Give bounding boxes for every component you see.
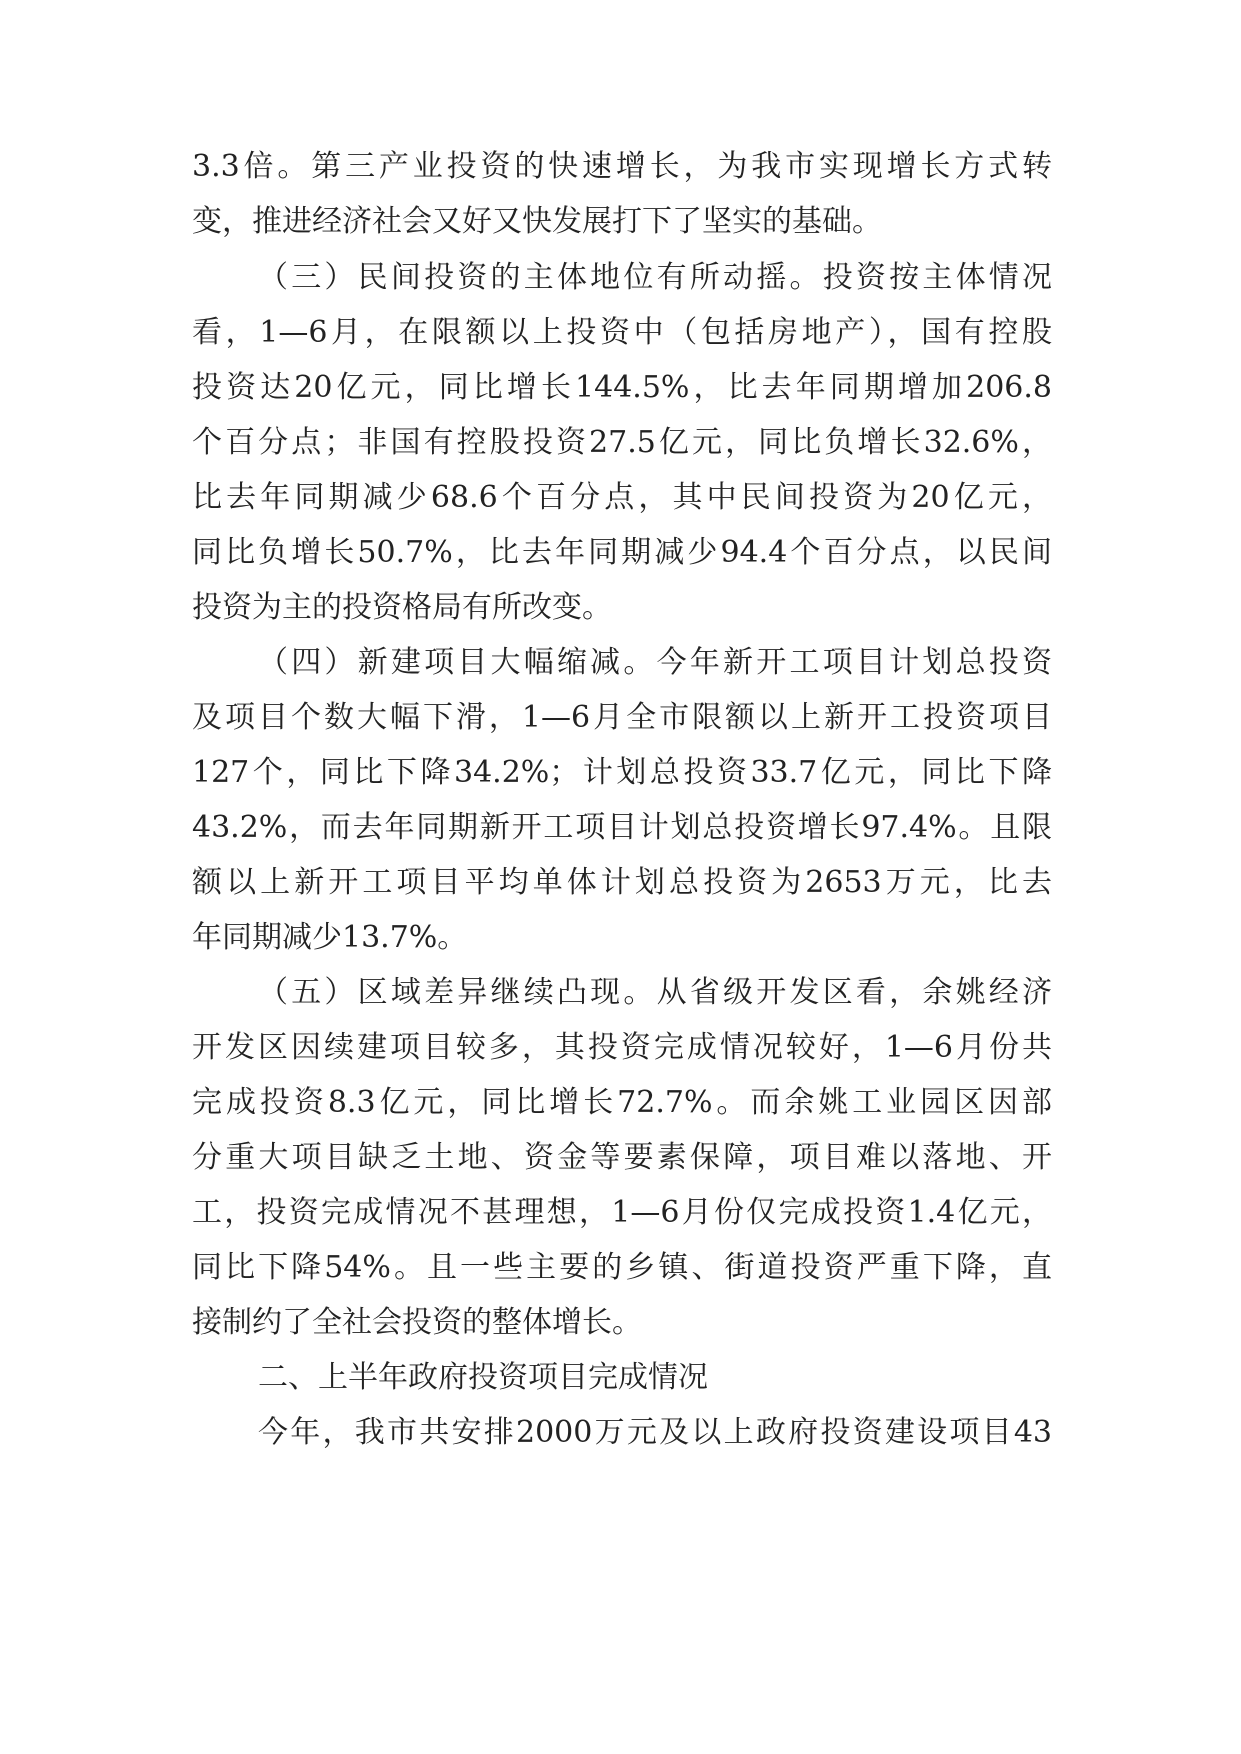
text-line: 额以上新开工项目平均单体计划总投资为2653万元，比去 (192, 865, 1052, 900)
text-line: 看，1—6月，在限额以上投资中（包括房地产），国有控股 (192, 315, 1052, 350)
text-line: 个百分点；非国有控股投资27.5亿元，同比负增长32.6%， (192, 425, 1052, 460)
text-line: 比去年同期减少68.6个百分点，其中民间投资为20亿元， (192, 480, 1052, 515)
section-heading-line: （五）区域差异继续凸现。从省级开发区看，余姚经济 (258, 975, 1052, 1010)
text-line: 分重大项目缺乏土地、资金等要素保障，项目难以落地、开 (192, 1140, 1052, 1175)
text-line: 今年，我市共安排2000万元及以上政府投资建设项目43 (258, 1415, 1052, 1450)
section-heading-line: （三）民间投资的主体地位有所动摇。投资按主体情况 (258, 260, 1052, 295)
text-line: 接制约了全社会投资的整体增长。 (192, 1305, 642, 1340)
text-line: 投资达20亿元，同比增长144.5%，比去年同期增加206.8 (192, 370, 1052, 405)
text-line: 3.3倍。第三产业投资的快速增长，为我市实现增长方式转 (192, 149, 1052, 184)
text-line: 43.2%，而去年同期新开工项目计划总投资增长97.4%。且限 (192, 810, 1052, 845)
text-line: 开发区因续建项目较多，其投资完成情况较好，1—6月份共 (192, 1030, 1052, 1065)
text-line: 变，推进经济社会又好又快发展打下了坚实的基础。 (192, 204, 882, 239)
text-line: 工，投资完成情况不甚理想，1—6月份仅完成投资1.4亿元， (192, 1195, 1052, 1230)
text-line: 及项目个数大幅下滑，1—6月全市限额以上新开工投资项目 (192, 700, 1052, 735)
text-line: 同比负增长50.7%，比去年同期减少94.4个百分点，以民间 (192, 535, 1052, 570)
chapter-heading: 二、上半年政府投资项目完成情况 (258, 1360, 708, 1395)
text-line: 完成投资8.3亿元，同比增长72.7%。而余姚工业园区因部 (192, 1085, 1052, 1120)
text-line: 同比下降54%。且一些主要的乡镇、街道投资严重下降，直 (192, 1250, 1052, 1285)
text-line: 投资为主的投资格局有所改变。 (192, 590, 612, 625)
text-line: 年同期减少13.7%。 (192, 920, 468, 955)
text-line: 127个，同比下降34.2%；计划总投资33.7亿元，同比下降 (192, 755, 1052, 790)
section-heading-line: （四）新建项目大幅缩减。今年新开工项目计划总投资 (258, 645, 1052, 680)
